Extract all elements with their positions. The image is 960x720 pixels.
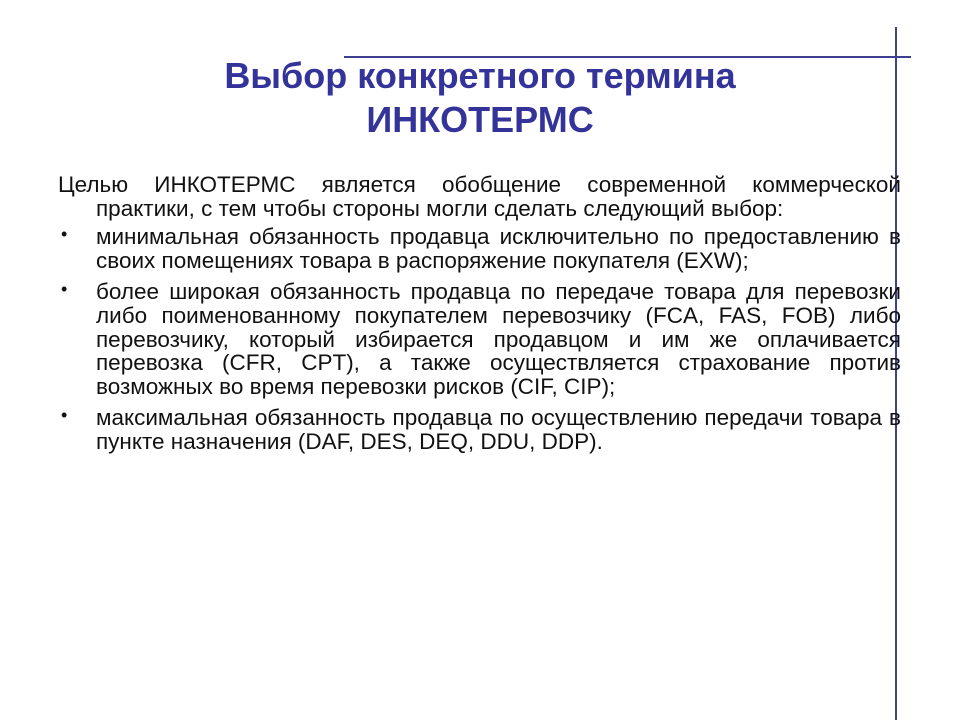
intro-paragraph: Целью ИНКОТЕРМС является обобщение современной коммерческой практики, с тем чтобы стороны могли сделать следующий выбор: xyxy=(58,172,901,221)
slide-title-line-2: ИНКОТЕРМС xyxy=(366,99,594,140)
slide-body xyxy=(58,173,901,462)
bullet-icon: • xyxy=(61,405,68,426)
bullet-icon: • xyxy=(61,279,68,300)
bullet-text: максимальная обязанность продавца по осуществлению передачи товара в пункте назначения (DAF, DES, DEQ, DDU, DDP). xyxy=(96,405,901,454)
bullet-item-exw xyxy=(58,225,901,272)
bullet-text: более широкая обязанность продавца по передаче товара для перевозки либо поименованному покупателем перевозчику (FCA, FAS, FOB) либо перевозчику, который избирается продавцом и им же оплачивается перевозка (CFR, CPT), а также осуществляется страхование против возможных во время перевозки рисков (CIF, CIP); xyxy=(96,279,901,399)
bullet-item-fca-cip xyxy=(58,280,901,398)
slide-title-line-1: Выбор конкретного термина xyxy=(224,55,736,96)
bullet-item-daf-ddp xyxy=(58,406,901,453)
bullet-icon: • xyxy=(61,224,68,245)
bullet-text: минимальная обязанность продавца исключительно по предоставлению в своих помещениях товара в распоряжение покупателя (EXW); xyxy=(96,224,901,273)
slide-title xyxy=(150,54,810,142)
